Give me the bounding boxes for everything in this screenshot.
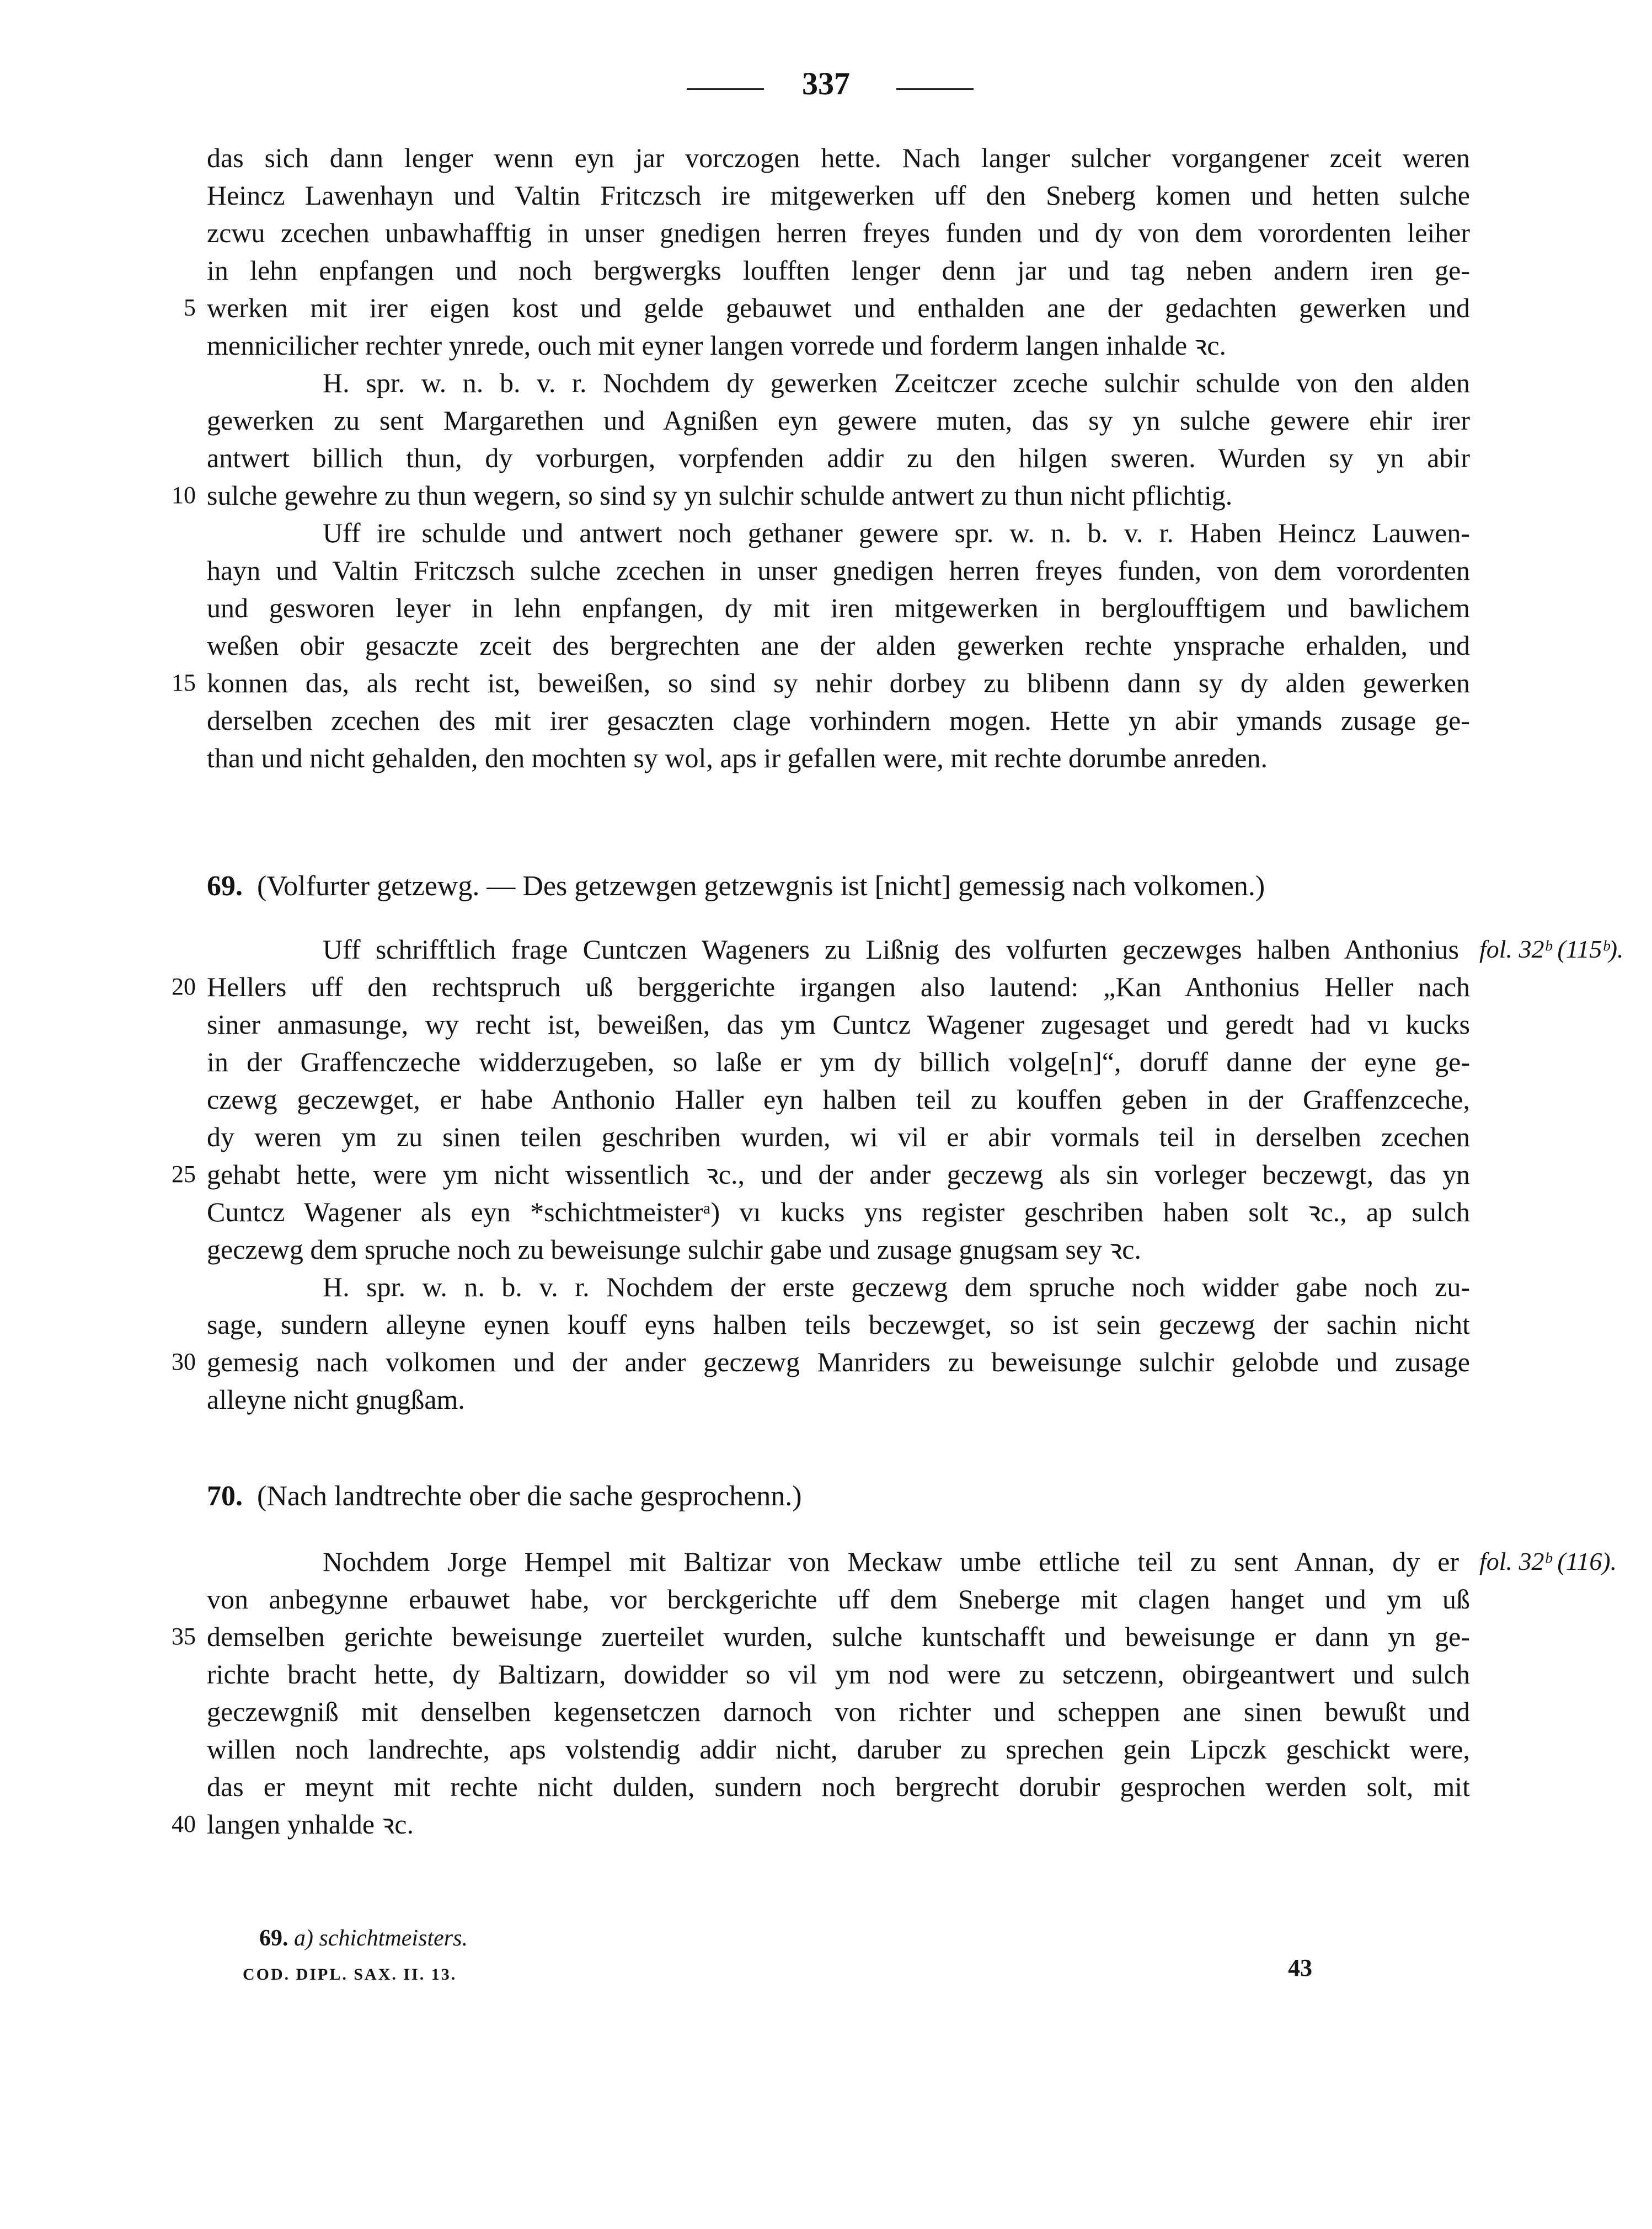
text-line: in lehn enpfangen und noch bergwergks loufften lenger denn jar und tag neben andern iren ge-	[207, 255, 1470, 286]
text-line: von anbegynne erbauwet habe, vor berckgerichte uff dem Sneberge mit clagen hanget und ym uß	[207, 1584, 1470, 1615]
text-line: sulche gewehre zu thun wegern, so sind sy yn sulchir schulde antwert zu thun nicht pflichtig.	[207, 480, 1233, 511]
text-line: langen ynhalde ꝛc.	[207, 1809, 414, 1840]
margin-note-69: fol. 32ᵇ (115ᵇ).	[1479, 935, 1624, 963]
line-number: 30	[172, 1348, 196, 1375]
text-line: Hellers uff den rechtspruch uß berggerichte irgangen also lautend: „Kan Anthonius Heller nach	[207, 971, 1470, 1002]
section-number: 70.	[207, 1480, 243, 1512]
text-line: gemesig nach volkomen und der ander geczewg Manriders zu beweisunge sulchir gelobde und zusage	[207, 1346, 1470, 1377]
text-line: in der Graffenczeche widderzugeben, so laße er ym dy billich volge[n]“, doruff danne der eyne ge-	[207, 1046, 1470, 1077]
text-line: sage, sundern alleyne eynen kouff eyns halben teils beczewget, so ist sein geczewg der sachin nicht	[207, 1309, 1470, 1340]
text-line: gewerken zu sent Margarethen und Agnißen eyn gewere muten, das sy yn sulche gewere ehir irer	[207, 405, 1470, 436]
footnote-ref: 69.	[259, 1926, 288, 1951]
section-title: (Nach landtrechte ober die sache gesprochenn.)	[257, 1480, 802, 1512]
sheet-number: 43	[1288, 1954, 1312, 1981]
text-line: richte bracht hette, dy Baltizarn, dowidder so vil ym nod were zu setczenn, obirgeantwert und sulch	[207, 1659, 1470, 1690]
section-title: (Volfurter getzewg. — Des getzewgen getzewgnis ist [nicht] gemessig nach volkomen.)	[257, 870, 1265, 902]
text-line: Cuntcz Wagener als eyn *schichtmeisterᵃ) vı kucks yns register geschriben haben solt ꝛc., ap sulch	[207, 1196, 1470, 1227]
line-number: 5	[184, 294, 196, 321]
text-line: Nochdem Jorge Hempel mit Baltizar von Meckaw umbe ettliche teil zu sent Annan, dy er	[323, 1546, 1459, 1577]
text-line: than und nicht gehalden, den mochten sy wol, aps ir gefallen were, mit rechte dorumbe anreden.	[207, 742, 1268, 773]
line-number: 10	[172, 482, 196, 509]
page-number: 337	[802, 66, 850, 101]
section-69-heading	[207, 867, 1265, 906]
text-line: H. spr. w. n. b. v. r. Nochdem der erste geczewg dem spruche noch widder gabe noch zu-	[323, 1271, 1470, 1302]
line-number: 25	[172, 1161, 196, 1188]
text-line: siner anmasunge, wy recht ist, beweißen, das ym Cuntcz Wagener zugesaget und geredt had vı kucks	[207, 1009, 1470, 1040]
line-number: 20	[172, 973, 196, 1000]
text-line: Uff schrifftlich frage Cuntczen Wageners zu Lißnig des volfurten geczewges halben Anthonius	[323, 934, 1459, 965]
line-number: 40	[172, 1810, 196, 1837]
text-line: Heincz Lawenhayn und Valtin Fritczsch ire mitgewerken uff den Sneberg komen und hetten sulche	[207, 180, 1470, 211]
text-line: geczewg dem spruche noch zu beweisunge sulchir gabe und zusage gnugsam sey ꝛc.	[207, 1234, 1141, 1265]
text-line: czewg geczewget, er habe Anthonio Haller eyn halben teil zu kouffen geben in der Graffenzceche,	[207, 1084, 1470, 1115]
text-line: hayn und Valtin Fritczsch sulche zcechen in unser gnedigen herren freyes funden, von dem vorordenten	[207, 555, 1470, 586]
text-line: zcwu zcechen unbawhafftig in unser gnedigen herren freyes funden und dy von dem vorordenten leiher	[207, 217, 1470, 248]
text-line: geczewgniß mit denselben kegensetczen darnoch von richter und scheppen ane sinen bewußt und	[207, 1696, 1470, 1727]
text-line: antwert billich thun, dy vorburgen, vorpfenden addir zu den hilgen sweren. Wurden sy yn abir	[207, 442, 1470, 473]
text-line: das er meynt mit rechte nicht dulden, sundern noch bergrecht dorubir gesprochen werden solt, mit	[207, 1771, 1470, 1802]
text-line: willen noch landrechte, aps volstendig addir nicht, daruber zu sprechen gein Lipczk geschickt were,	[207, 1734, 1470, 1765]
footnote-text: a) schichtmeisters.	[294, 1926, 468, 1951]
line-number: 35	[172, 1623, 196, 1650]
text-line: konnen das, als recht ist, beweißen, so sind sy nehir dorbey zu blibenn dann sy dy alden gewerken	[207, 667, 1470, 698]
margin-note-70: fol. 32ᵇ (116).	[1479, 1547, 1617, 1575]
footnote	[259, 1925, 468, 1952]
text-line: gehabt hette, were ym nicht wissentlich ꝛc., und der ander geczewg als sin vorleger beczewgt, das yn	[207, 1159, 1470, 1190]
text-line: Uff ire schulde und antwert noch gethaner gewere spr. w. n. b. v. r. Haben Heincz Lauwen-	[323, 517, 1470, 548]
text-line: weßen obir gesaczte zceit des bergrechten ane der alden gewerken rechte ynsprache erhalden, und	[207, 630, 1470, 661]
text-line: das sich dann lenger wenn eyn jar vorczogen hette. Nach langer sulcher vorgangener zceit weren	[207, 142, 1470, 173]
text-line: demselben gerichte beweisunge zuerteilet wurden, sulche kuntschafft und beweisunge er dann yn ge-	[207, 1621, 1470, 1652]
section-70-heading	[207, 1477, 802, 1516]
printer-signature: COD. DIPL. SAX. II. 13.	[243, 1965, 457, 1984]
text-line: derselben zcechen des mit irer gesaczten clage vorhindern mogen. Hette yn abir ymands zusage ge-	[207, 705, 1470, 736]
text-line: werken mit irer eigen kost und gelde gebauwet und enthalden ane der gedachten gewerken und	[207, 292, 1470, 323]
text-line: alleyne nicht gnugßam.	[207, 1384, 465, 1415]
section-number: 69.	[207, 870, 243, 902]
text-line: mennicilicher rechter ynrede, ouch mit eyner langen vorrede und forderm langen inhalde ꝛc.	[207, 330, 1226, 361]
text-line: dy weren ym zu sinen teilen geschriben wurden, wi vil er abir vormals teil in derselben zcechen	[207, 1121, 1470, 1152]
text-line: und gesworen leyer in lehn enpfangen, dy mit iren mitgewerken in bergloufftigem und bawlichem	[207, 592, 1470, 623]
line-number: 15	[172, 669, 196, 696]
header-rule-right	[896, 88, 974, 90]
text-line: H. spr. w. n. b. v. r. Nochdem dy gewerken Zceitczer zceche sulchir schulde von den alden	[323, 367, 1470, 398]
